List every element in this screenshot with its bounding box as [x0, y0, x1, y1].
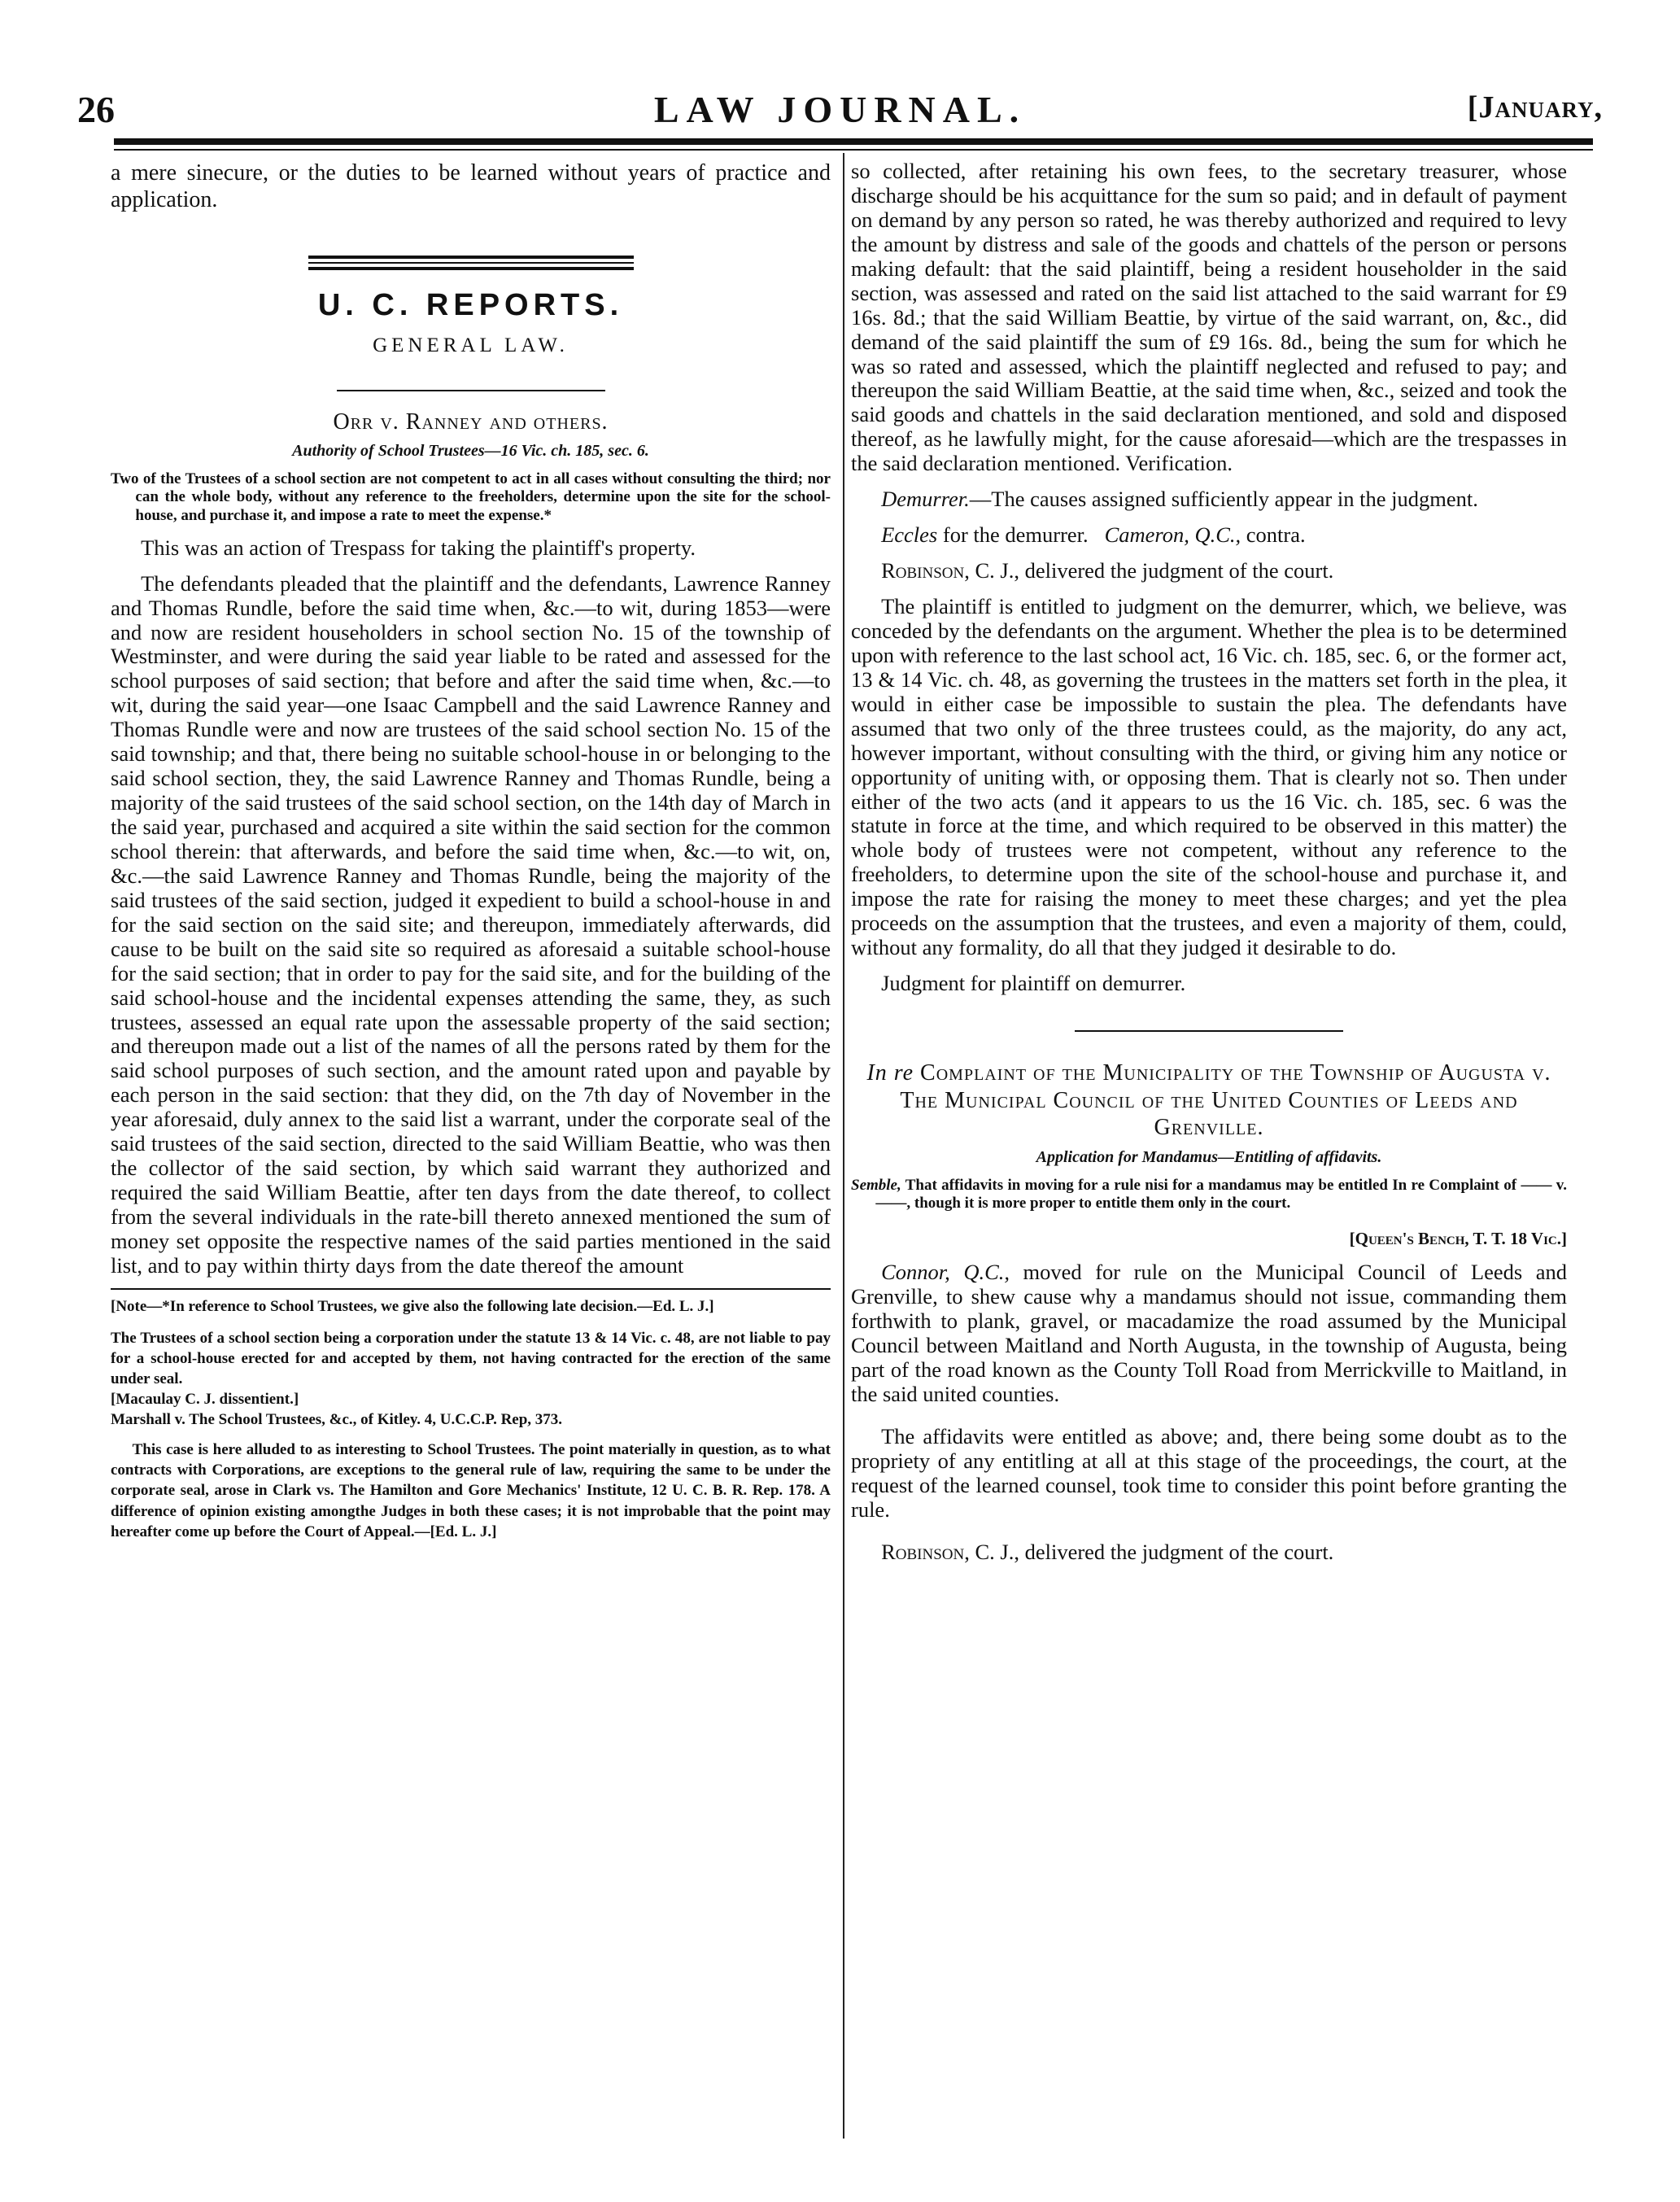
footnote-editor-comment: This case is here alluded to as interesting to School Trustees. The point materially in question, as to what contracts with Corporations, are exceptions to the general rule of law, requiring the same to be under the corporate seal, arose in Clark vs. The Hamilton and Gore Mechanics' Institute, 12 U. C. B. R. Rep. 178. A difference of opinion existing amongthe Judges in both these cases; it is not improbable that the point may hereafter come up before the Court of Appeal.—[Ed. L. J.] [111, 1441, 831, 1540]
paragraph-demurrer [851, 487, 1567, 512]
judge-name: Robinson, C. J., [881, 558, 1019, 583]
footnote-dissent: [Macaulay C. J. dissentient.] [111, 1391, 299, 1409]
issue-month: [January, [1467, 90, 1603, 125]
right-column [851, 159, 1567, 1565]
paragraph-judge [851, 559, 1567, 583]
paragraph-affidavits: The affidavits were entitled as above; and, there being some doubt as to the propriety of any entitling at all at this stage of the proceedings, the court, at the request of the learned counsel, took time to consider this point before granting the rule. [851, 1423, 1567, 1522]
left-column [111, 159, 831, 1542]
footnote-case-headnote: The Trustees of a school section being a corporation under the statute 13 & 14 Vic. c. 48, are not liable to pay for a school-house erected for and accepted by them, not having contracted for the erection of the same under seal. [111, 1329, 831, 1388]
case-divider-rule [1075, 1030, 1343, 1032]
case-title: Orr v. Ranney and others. [333, 409, 609, 435]
continuation-text: a mere sinecure, or the duties to be learned without years of practice and application. [111, 160, 831, 213]
judge-name-2: Robinson, C. J., [881, 1539, 1019, 1564]
case2-prefix: In re [866, 1060, 914, 1086]
column-divider [843, 153, 844, 2139]
motion-text: moved for rule on the Municipal Council of Leeds and Grenville, to shew cause why a mandamus should not issue, commanding them forthwith to plank, gravel, or macadamize the road assumed by the Municipal Council between Maitland and North Augusta, in the township of Augusta, being part of the road known as the County Toll Road from Merrickville to Maitland, in the said united counties. [851, 1260, 1568, 1406]
case2-headnote-label: Semble, [851, 1176, 901, 1194]
case2-title [851, 1059, 1567, 1142]
counsel-cameron: Cameron, Q.C., [1104, 522, 1241, 548]
paragraph-plea-continued: so collected, after retaining his own fees, to the secretary treasurer, whose discharge should be his acquittance for the sum so paid; and in default of payment on demand by any person so rated, he was thereby authorized and required to levy the amount by distress and sale of the goods and chattels of the person or persons making default: that the said plaintiff, being a resident householder in the said section, was assessed and rated on the said list attached to the said warrant for £9 16s. 8d.; that the said William Beattie, by virtue of the said warrant, on, &c., did demand of the said plaintiff the sum of £9 16s. 8d., being the sum for which he was so rated and assessed, which the plaintiff neglected and refused to pay; and thereupon the said William Beattie, at the said time when, &c., seized and took the said goods and chattels in the said declaration mentioned, and sold and disposed thereof, as he lawfully might, for the cause aforesaid—which are the trespasses in the said declaration mentioned. Verification. [851, 159, 1567, 476]
paragraph-plea: The defendants pleaded that the plaintiff and the defendants, Lawrence Ranney and Thomas Rundle, before the said time when, &c.—to wit, during 1853—were and now are resident householders in school section No. 15 of the township of Westminster, and were during the said year liable to be rated and assessed for the school purposes of said section; that before and after the said time when, &c.—to wit, during the said year—one Isaac Campbell and the said Lawrence Ranney and Thomas Rundle were and now are trustees of the said school section No. 15 of the said township; and that, there being no suitable school-house in or belonging to the said school section, they, the said Lawrence Ranney and Thomas Rundle, being a majority of the said trustees of the said school section, on the 14th day of March in the said year, purchased and acquired a site within the said section for the common school therein: that afterwards, and before the said time when, &c.—to wit, on, &c.—the said Lawrence Ranney and Thomas Rundle, being the majority of the said trustees of the said section, judged it expedient to build a school-house in and for the said section on the said site; and thereupon, immediately afterwards, did cause to be built on the said site so required as aforesaid a suitable school-house for the said section; that in order to pay for the said site, and for the building of the said school-house and the incidental expenses attending the same, they, as such trustees, assessed an equal rate upon the assessable property of the said section; and thereupon made out a list of the names of all the persons rated by them for the said school purposes of such section, and the amount rated upon and payable by each person in the said section: that they did, on the 7th day of November in the year aforesaid, duly annex to the said list a warrant, under the corporate seal of the said trustees of the said section, directed to the said William Beattie, who was then the collector of the said section, by which said warrant they authorized and required the said William Beattie, after ten days from the date thereof, to collect from the several individuals in the rate-bill thereto annexed mentioned the sum of money set opposite the respective names of the said parties mentioned in the said list, and to pay within thirty days from the date thereof the amount [111, 570, 831, 1278]
header-rule-thin [114, 149, 1593, 151]
case-subtitle: Authority of School Trustees—16 Vic. ch. 185, sec. 6. [292, 442, 649, 461]
case-headnote: Two of the Trustees of a school section are not competent to act in all cases without consulting the third; nor can the whole body, without any reference to the freeholders, determine upon the site for the school-house, and purchase it, and impose a rate to meet the expense.* [111, 470, 831, 524]
footnote-rule [111, 1288, 831, 1290]
case2-title-text: Complaint of the Municipality of the Township of Augusta v. The Municipal Council of the United Counties of Leeds and Grenville. [900, 1060, 1551, 1141]
footnote-citation: Marshall v. The School Trustees, &c., of Kitley. 4, U.C.C.P. Rep, 373. [111, 1411, 563, 1429]
paragraph-judgment-result: Judgment for plaintiff on demurrer. [881, 971, 1186, 996]
counsel-text-2: contra. [1241, 522, 1306, 548]
paragraph-motion [851, 1260, 1567, 1407]
motion-counsel: Connor, Q.C., [881, 1260, 1010, 1285]
section-ornament-rule [308, 256, 634, 270]
paragraph-counsel [851, 523, 1567, 548]
judge-text: delivered the judgment of the court. [1019, 558, 1334, 583]
running-header [77, 88, 1603, 137]
counsel-text-1: for the demurrer. [937, 522, 1089, 548]
section-title: U. C. REPORTS. [317, 288, 624, 323]
header-rule-thick [114, 138, 1593, 145]
case2-headnote [851, 1177, 1567, 1212]
section-sub-rule [337, 390, 605, 391]
case2-headnote-text: That affidavits in moving for a rule nisi for a mandamus may be entitled In re Complaint of —— v. ——, though it is more proper to entitle them only in the court. [875, 1176, 1567, 1212]
paragraph-judge-2 [851, 1540, 1567, 1565]
counsel-eccles: Eccles [881, 522, 938, 548]
judge-text-2: delivered the judgment of the court. [1019, 1539, 1334, 1564]
page-number: 26 [77, 89, 115, 130]
section-subtitle: GENERAL LAW. [373, 334, 569, 357]
demurrer-label: Demurrer. [881, 487, 970, 512]
case2-court-reference: [Queen's Bench, T. T. 18 Vic.] [1349, 1229, 1567, 1249]
footnote-note: [Note—*In reference to School Trustees, we give also the following late decision.—Ed. L. J.] [111, 1297, 714, 1315]
case2-subtitle: Application for Mandamus—Entitling of affidavits. [1036, 1147, 1382, 1166]
paragraph-judgment: The plaintiff is entitled to judgment on the demurrer, which, we believe, was conceded by the defendants on the argument. Whether the plea is to be determined upon with reference to the last school act, 16 Vic. ch. 185, sec. 6, or the former act, 13 & 14 Vic. ch. 48, as governing the trustees in the matters set forth in the plea, it would in either case be impossible to sustain the plea. The defendants have assumed that two only of the three trustees could, as the majority, do any act, however important, without consulting with the third, or giving him any notice or opportunity of uniting with, or opposing them. That is clearly not so. Then under either of the two acts (and it appears to us the 16 Vic. ch. 185, sec. 6 was the statute in force at the time, and which required to be observed in this matter) the whole body of trustees were not competent, without any reference to the freeholders, to determine upon the site of the school-house and purchase it, and impose the rate for raising the money to meet these charges; and yet the plea proceeds on the assumption that the trustees, and even a majority of them, could, without any formality, do all that they judged it desirable to do. [851, 594, 1567, 960]
demurrer-text: —The causes assigned sufficiently appear in the judgment. [969, 487, 1478, 512]
paragraph-action: This was an action of Trespass for taking the plaintiff's property. [141, 535, 696, 560]
journal-title: LAW JOURNAL. [653, 89, 1027, 130]
